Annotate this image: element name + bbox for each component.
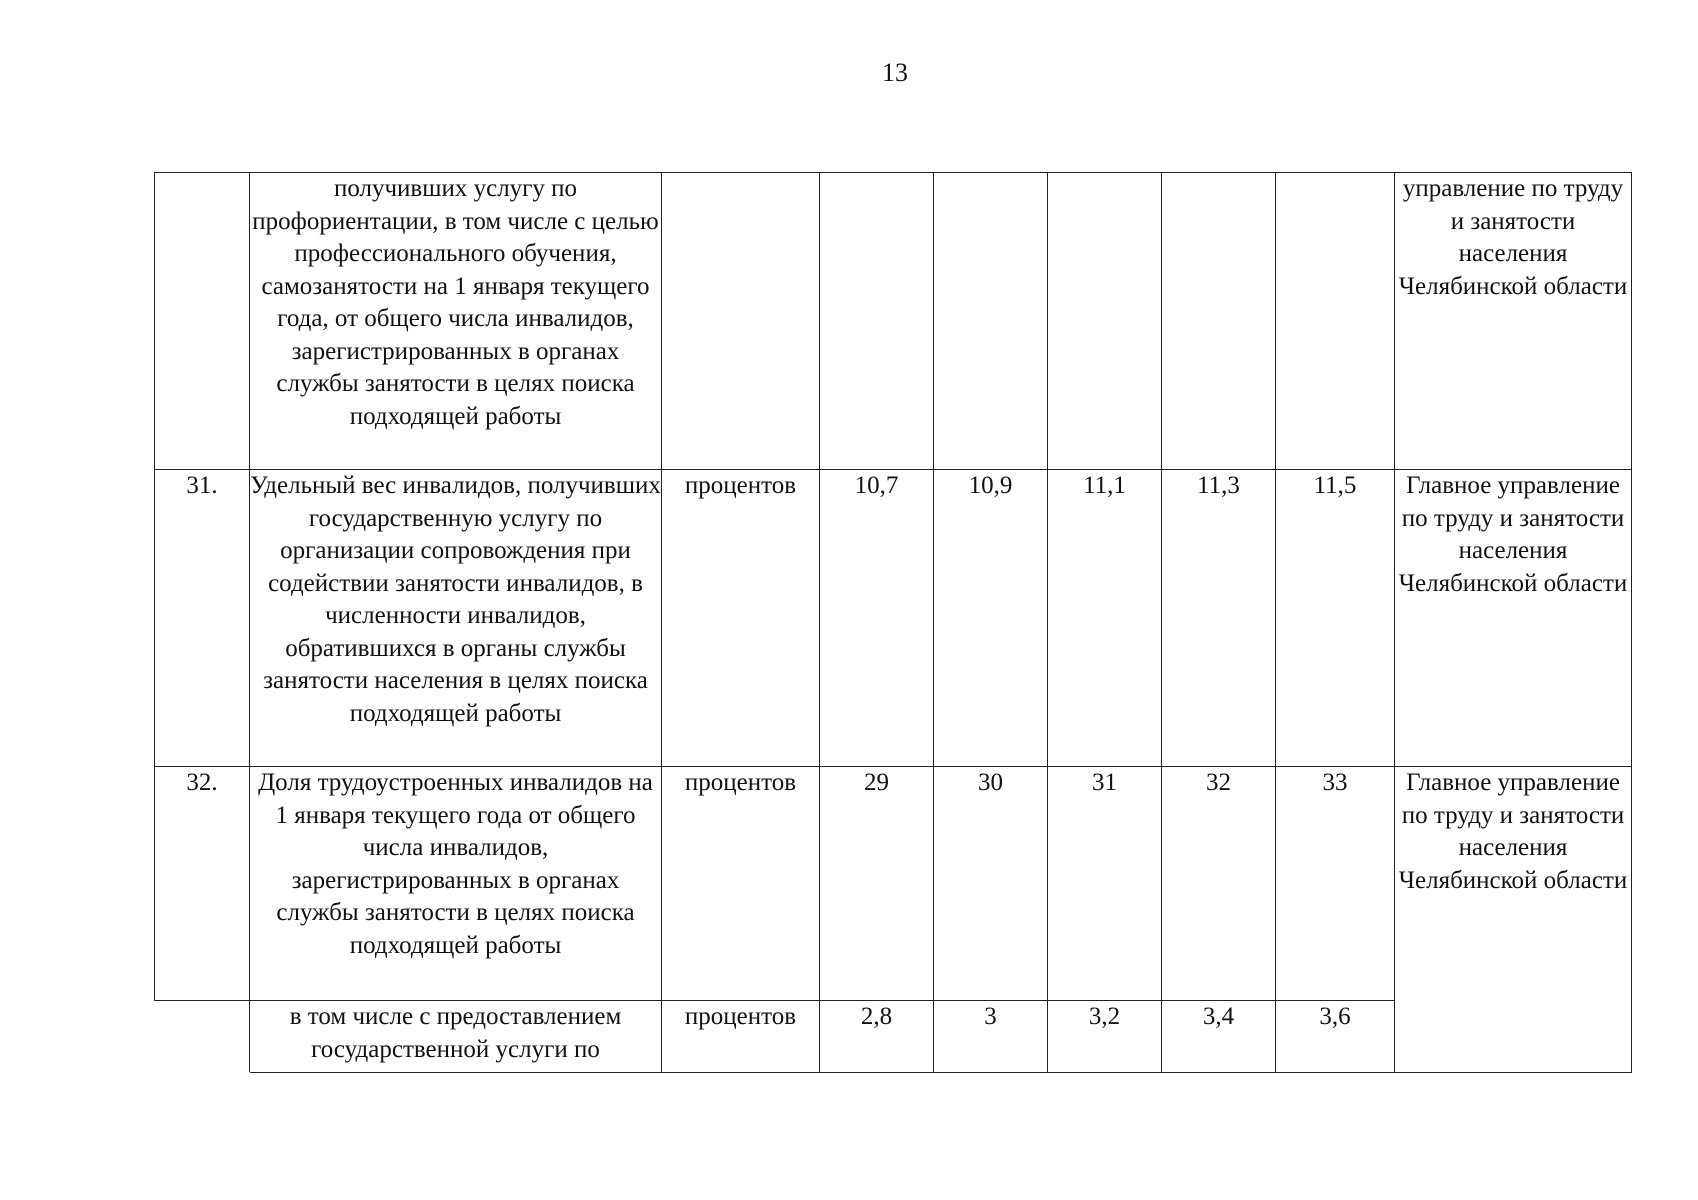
value-cell: 3 — [934, 1001, 1048, 1073]
value-cell: 33 — [1276, 767, 1395, 1001]
value-cell — [1276, 173, 1395, 470]
responsible-cell: Главное управление по труду и занятости населения Челябинской области — [1395, 767, 1632, 1073]
unit-cell: процентов — [662, 1001, 820, 1073]
value-cell: 3,4 — [1162, 1001, 1276, 1073]
value-cell: 2,8 — [820, 1001, 934, 1073]
value-cell: 3,6 — [1276, 1001, 1395, 1073]
indicator-name: получивших услугу по профориентации, в том числе с целью профессионального обучения, самозанятости на 1 января текущего года, от общего числа инвалидов, зарегистрированных в органах службы занятости в целях поиска подходящей работы — [250, 173, 662, 470]
row-number — [155, 173, 250, 470]
value-cell: 29 — [820, 767, 934, 1001]
unit-cell: процентов — [662, 470, 820, 767]
unit-cell — [662, 173, 820, 470]
responsible-cell: управление по труду и занятости населения Челябинской области — [1395, 173, 1632, 470]
table-row — [155, 173, 1632, 470]
value-cell: 30 — [934, 767, 1048, 1001]
indicator-name: Доля трудоустроенных инвалидов на 1 января текущего года от общего числа инвалидов, зарегистрированных в органах службы занятости в целях поиска подходящей работы — [250, 767, 662, 1001]
indicators-table — [154, 172, 1632, 1073]
value-cell: 10,9 — [934, 470, 1048, 767]
value-cell — [1162, 173, 1276, 470]
table-row — [155, 470, 1632, 767]
indicator-name: в том числе с предоставлением государственной услуги по — [250, 1001, 662, 1073]
responsible-cell: Главное управление по труду и занятости населения Челябинской области — [1395, 470, 1632, 767]
value-cell: 11,3 — [1162, 470, 1276, 767]
value-cell: 31 — [1048, 767, 1162, 1001]
row-number: 32. — [155, 767, 250, 1001]
value-cell: 10,7 — [820, 470, 934, 767]
value-cell — [934, 173, 1048, 470]
row-number — [155, 1001, 250, 1073]
value-cell: 3,2 — [1048, 1001, 1162, 1073]
page-number: 13 — [882, 58, 908, 87]
row-number: 31. — [155, 470, 250, 767]
indicator-name: Удельный вес инвалидов, получивших государственную услугу по организации сопровождения при содействии занятости инвалидов, в численности инвалидов, обратившихся в органы службы занятости населения в целях поиска подходящей работы — [250, 470, 662, 767]
value-cell: 11,1 — [1048, 470, 1162, 767]
value-cell: 11,5 — [1276, 470, 1395, 767]
unit-cell: процентов — [662, 767, 820, 1001]
value-cell — [820, 173, 934, 470]
table-row — [155, 767, 1632, 1001]
value-cell — [1048, 173, 1162, 470]
value-cell: 32 — [1162, 767, 1276, 1001]
